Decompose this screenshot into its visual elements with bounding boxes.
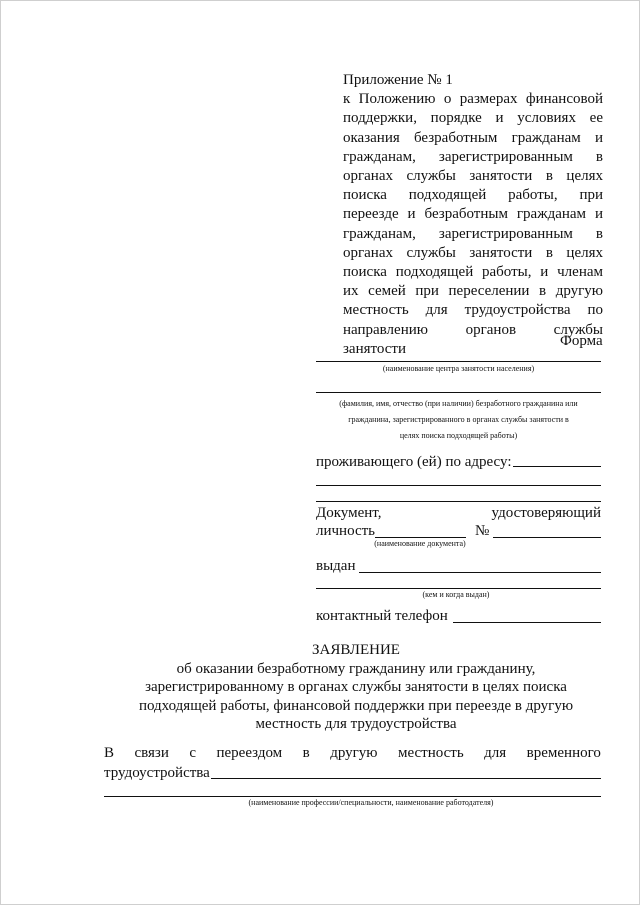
document-number-line[interactable] <box>493 537 601 538</box>
center-name-caption: (наименование центра занятости населения) <box>382 364 535 373</box>
number-label: № <box>475 523 490 539</box>
form-label: Форма <box>560 333 603 349</box>
identity-label: личность <box>316 523 376 539</box>
applicant-name-line[interactable] <box>316 392 601 393</box>
appendix-line: переезде и безработным гражданам и <box>343 206 603 223</box>
issued-line-1[interactable] <box>359 572 601 573</box>
paragraph-word: для <box>484 745 507 761</box>
paragraph-word: другую <box>330 745 378 761</box>
statement-paragraph <box>104 743 601 783</box>
document-caption: (наименование документа) <box>374 539 466 548</box>
address-line-2[interactable] <box>316 485 601 486</box>
paragraph-line-2-start: трудоустройства <box>104 765 210 781</box>
appendix-line: поиска подходящей работы, и членам <box>343 264 603 281</box>
appendix-block <box>343 71 603 359</box>
paragraph-line-1 <box>104 743 601 763</box>
appendix-line: поиска подходящей работы, при <box>343 187 603 204</box>
relocation-line-2[interactable] <box>104 796 601 797</box>
applicant-caption-line-1: (фамилия, имя, отчество (при наличии) безработного гражданина или <box>339 399 578 408</box>
appendix-heading: Приложение № 1 <box>343 72 453 88</box>
appendix-line: органах службы занятости в целях <box>343 168 603 185</box>
applicant-caption-line-3: целях поиска подходящей работы) <box>399 431 518 440</box>
statement-title: ЗАЯВЛЕНИЕ <box>312 642 400 658</box>
paragraph-word: временного <box>526 745 601 761</box>
paragraph-word: В <box>104 745 115 761</box>
document-label: Документ, <box>316 505 382 521</box>
paragraph-word: связи <box>134 745 169 761</box>
applicant-caption <box>311 396 606 444</box>
appendix-line: направлению органов службы <box>343 321 603 338</box>
phone-line[interactable] <box>453 622 601 623</box>
statement-subtitle-line-1: об оказании безработному гражданину или гражданину, <box>176 660 536 677</box>
statement-subtitle-line-3: подходящей работы, финансовой поддержки при переезде в другую <box>138 697 574 714</box>
applicant-caption-line-2: гражданина, зарегистрированного в органах службы занятости в <box>348 415 569 424</box>
paragraph-word: с <box>189 745 197 761</box>
appendix-line: местность для трудоустройства по <box>343 302 603 319</box>
appendix-line: поддержки, порядке и условиях ее <box>343 110 603 127</box>
appendix-line: органах службы занятости в целях <box>343 244 603 261</box>
appendix-line: оказания безработным гражданам и <box>343 129 603 146</box>
appendix-line: гражданам, зарегистрированным в <box>343 225 603 242</box>
paragraph-word: переездом <box>216 745 283 761</box>
appendix-line: к Положению о размерах финансовой <box>343 91 603 108</box>
paragraph-word: в <box>302 745 310 761</box>
appendix-last-line: занятости <box>343 340 406 357</box>
document-name-line[interactable] <box>375 537 466 538</box>
address-line-1[interactable] <box>513 466 601 467</box>
phone-label: контактный телефон <box>316 608 448 624</box>
paragraph-word: местность <box>397 745 464 761</box>
center-name-line[interactable] <box>316 361 601 362</box>
appendix-line: гражданам, зарегистрированным в <box>343 148 603 165</box>
profession-caption: (наименование профессии/специальности, наименование работодателя) <box>248 798 494 807</box>
appendix-line: их семей при переселении в другую <box>343 283 603 300</box>
issued-line-2[interactable] <box>316 588 601 589</box>
statement-title-block <box>101 641 611 734</box>
appendix-text <box>343 90 603 340</box>
address-label: проживающего (ей) по адресу: <box>316 454 512 470</box>
relocation-line-1[interactable] <box>211 778 601 779</box>
issued-label: выдан <box>316 558 356 574</box>
document-label-right: удостоверяющий <box>491 505 601 521</box>
statement-subtitle-line-4: местность для трудоустройства <box>255 716 457 732</box>
issued-caption: (кем и когда выдан) <box>422 590 490 599</box>
statement-subtitle-line-2: зарегистрированному в органах службы занятости в целях поиска <box>145 679 567 695</box>
address-line-3[interactable] <box>316 501 601 502</box>
